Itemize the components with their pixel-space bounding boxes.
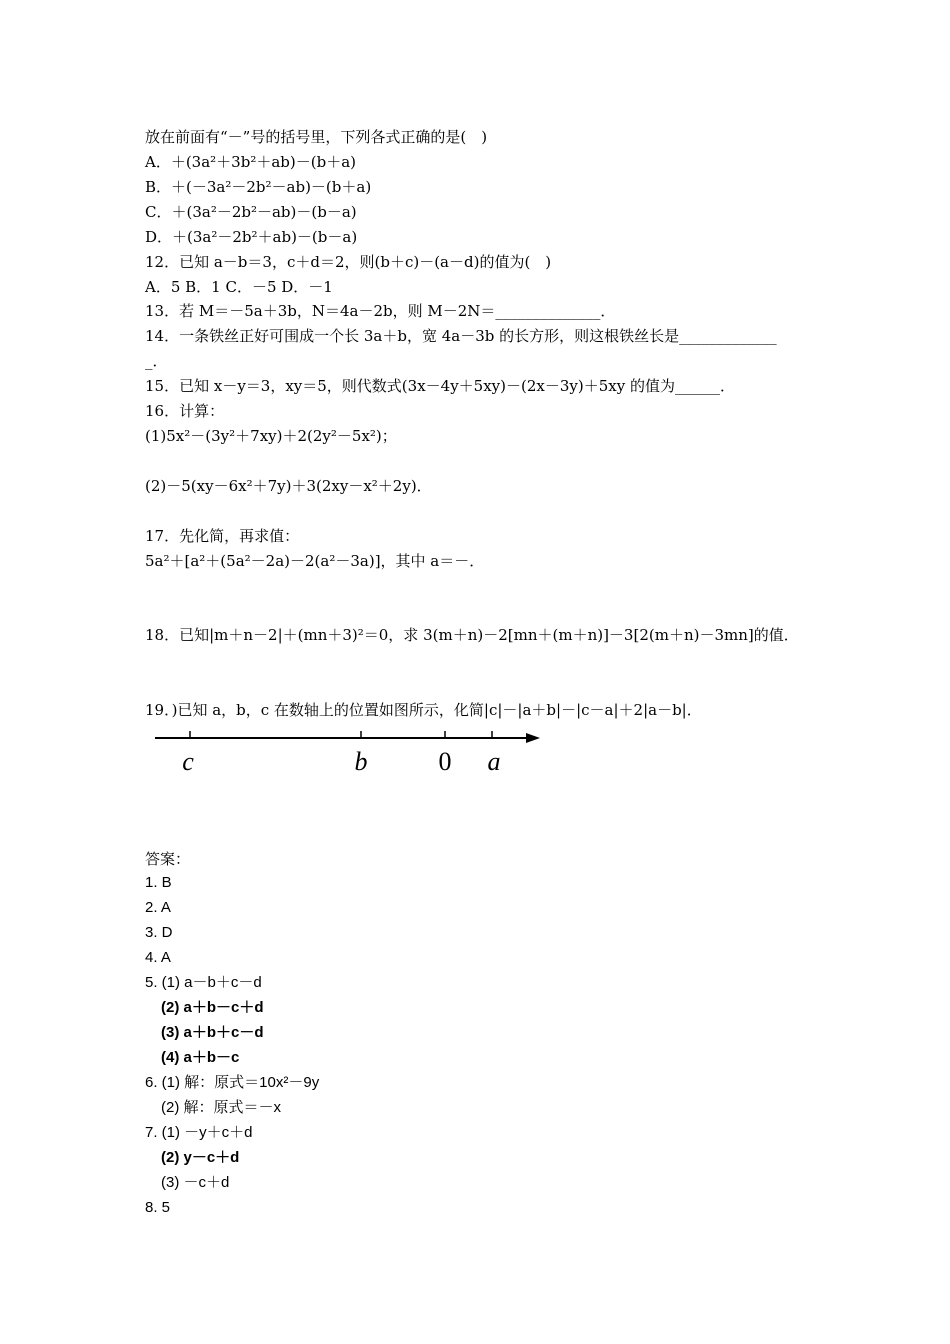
label-c: c [182, 747, 194, 776]
q17-stem: 17．先化简，再求值： [145, 527, 300, 545]
answer-7-1: 7. (1) －y＋c＋d [145, 1124, 253, 1141]
q11-option-b: B．＋(－3a²－2b²－ab)－(b＋a) [145, 178, 372, 196]
q15: 15．已知 x－y＝3，xy＝5，则代数式(3x－4y＋5xy)－(2x－3y)＋5xy 的值为______． [145, 377, 735, 395]
answer-5-3: (3) a＋b＋c－d [161, 1024, 264, 1041]
number-line-arrow [526, 733, 540, 743]
answer-1: 1. B [145, 874, 172, 891]
answer-8: 8. 5 [145, 1199, 171, 1216]
q16-part1: (1)5x²－(3y²＋7xy)＋2(2y²－5x²)； [145, 427, 397, 445]
label-a: a [487, 747, 501, 776]
answers-title: 答案： [145, 850, 191, 868]
answer-5-1: 5. (1) a－b＋c－d [145, 974, 262, 991]
label-zero: 0 [438, 747, 452, 776]
answer-5-2: (2) a＋b－c＋d [161, 999, 264, 1016]
q18: 18．已知|m＋n－2|＋(mn＋3)²＝0，求 3(m＋n)－2[mn＋(m＋n)]－3[2(m＋n)－3mn]的值． [145, 626, 799, 644]
q19: 19．)已知 a，b，c 在数轴上的位置如图所示，化简|c|－|a＋b|－|c－a|＋2|a－b|． [145, 701, 702, 719]
answer-5-4: (4) a＋b－c [161, 1049, 240, 1066]
answer-4: 4. A [145, 949, 171, 966]
q17-expression: 5a²＋[a²＋(5a²－2a)－2(a²－3a)]，其中 a＝－． [145, 552, 485, 570]
number-line-figure [150, 722, 550, 782]
answer-2: 2. A [145, 899, 171, 916]
q12-options: A．5 B．1 C．－5 D．－1 [145, 278, 333, 296]
q14-line2: _． [145, 352, 168, 370]
answer-6-1: 6. (1) 解：原式＝10x²－9y [145, 1074, 320, 1091]
q11-option-d: D．＋(3a²－2b²＋ab)－(b－a) [145, 228, 358, 246]
answer-7-2: (2) y－c＋d [161, 1149, 240, 1166]
answer-3: 3. D [145, 924, 173, 941]
q14-line1: 14．一条铁丝正好可围成一个长 3a＋b，宽 4a－3b 的长方形，则这根铁丝长是_____________ [145, 327, 777, 345]
q12-stem: 12．已知 a－b＝3，c＋d＝2，则(b＋c)－(a－d)的值为( ) [145, 253, 552, 271]
label-b: b [354, 747, 368, 776]
q13: 13．若 M＝－5a＋3b，N＝4a－2b，则 M－2N＝______________． [145, 302, 616, 320]
q16-stem: 16．计算： [145, 402, 225, 420]
answer-6-2: (2) 解：原式＝－x [161, 1099, 282, 1116]
answer-7-3: (3) －c＋d [161, 1174, 230, 1191]
q11-option-c: C．＋(3a²－2b²－ab)－(b－a) [145, 203, 357, 221]
q11-option-a: A．＋(3a²＋3b²＋ab)－(b＋a) [145, 153, 356, 171]
q16-part2: (2)－5(xy－6x²＋7y)＋3(2xy－x²＋2y)． [145, 477, 432, 495]
q11-stem: 放在前面有“－”号的括号里，下列各式正确的是( ) [145, 128, 488, 146]
